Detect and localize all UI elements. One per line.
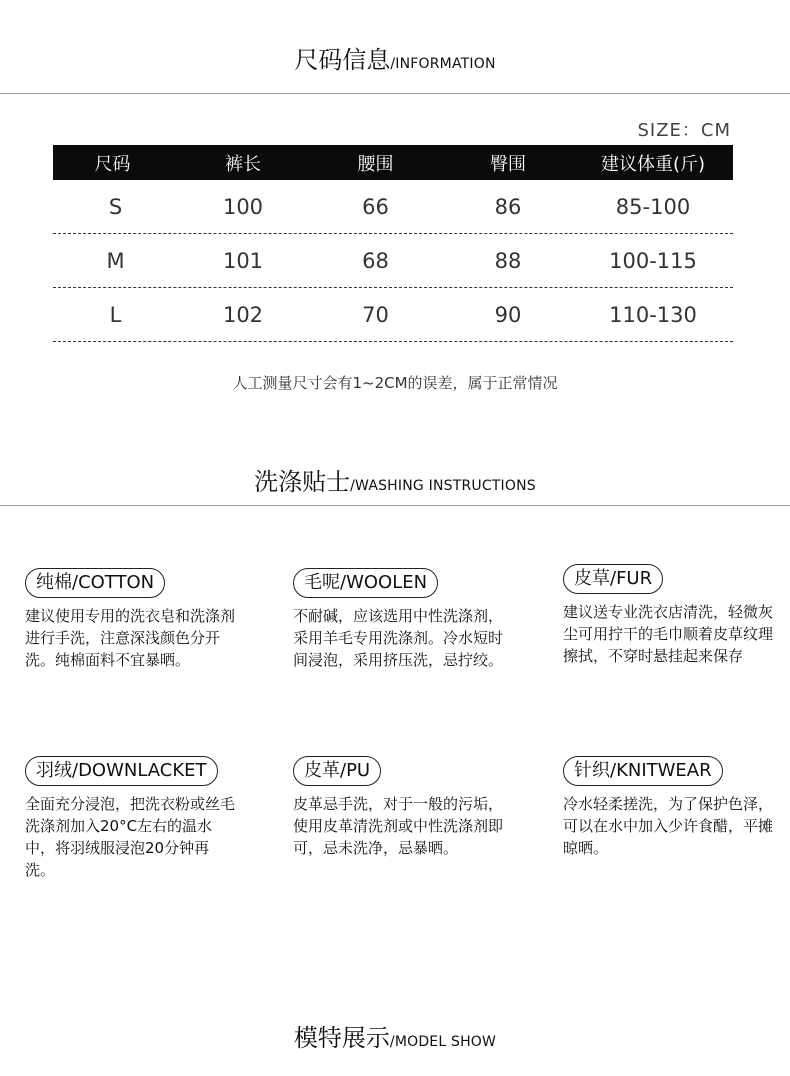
size-table xyxy=(53,145,733,342)
cell-size: L xyxy=(109,302,122,327)
washing-divider xyxy=(0,505,790,506)
header-waist: 腰围 xyxy=(357,153,394,175)
header-hip: 臀围 xyxy=(490,153,526,175)
model-show-title-en: /MODEL SHOW xyxy=(389,1034,497,1050)
header-length: 裤长 xyxy=(225,153,261,175)
size-table-header xyxy=(53,145,733,180)
care-item-cotton xyxy=(25,568,255,671)
table-row xyxy=(53,180,733,234)
table-row xyxy=(53,234,733,288)
cell-size: S xyxy=(108,194,123,219)
care-label: 毛呢/WOOLEN xyxy=(293,568,438,598)
washing-title-en: /WASHING INSTRUCTIONS xyxy=(350,478,536,494)
table-row xyxy=(53,288,733,342)
cell-weight: 110-130 xyxy=(609,302,697,327)
cell-hip: 90 xyxy=(494,302,522,327)
care-description: 建议使用专用的洗衣皂和洗涤剂进行手洗，注意深浅颜色分开洗。纯棉面料不宜暴晒。 xyxy=(25,607,236,669)
cell-length: 100 xyxy=(222,194,264,219)
cell-waist: 66 xyxy=(362,194,389,219)
washing-title xyxy=(0,462,790,497)
care-item-pu xyxy=(293,756,523,859)
cell-waist: 68 xyxy=(362,248,389,273)
cell-length: 102 xyxy=(222,302,264,327)
size-unit-label: SIZE：CM xyxy=(637,120,731,141)
care-label: 皮革/PU xyxy=(293,756,381,786)
cell-weight: 100-115 xyxy=(609,248,697,273)
header-weight: 建议体重(斤) xyxy=(600,153,706,175)
size-info-title-en: /INFORMATION xyxy=(390,56,496,72)
cell-size: M xyxy=(106,248,125,273)
header-size: 尺码 xyxy=(94,153,131,175)
care-description: 建议送专业洗衣店清洗，轻微灰尘可用拧干的毛巾顺着皮草纹理擦拭，不穿时悬挂起来保存 xyxy=(563,603,774,665)
care-item-woolen xyxy=(293,568,523,671)
size-info-divider xyxy=(0,93,790,94)
cell-waist: 70 xyxy=(362,302,389,327)
care-description: 冷水轻柔搓洗，为了保护色泽，可以在水中加入少许食醋，平摊晾晒。 xyxy=(563,795,774,857)
size-info-title xyxy=(0,40,790,75)
care-label: 皮草/FUR xyxy=(563,564,663,594)
care-item-knitwear xyxy=(563,756,790,859)
cell-length: 101 xyxy=(222,248,264,273)
care-description: 不耐碱，应该选用中性洗涤剂，采用羊毛专用洗涤剂。冷水短时间浸泡，采用挤压洗，忌拧绞。 xyxy=(293,607,504,669)
model-show-title-zh: 模特展示 xyxy=(293,1024,390,1052)
care-label: 针织/KNITWEAR xyxy=(563,756,723,786)
care-label: 纯棉/COTTON xyxy=(25,568,165,598)
cell-weight: 85-100 xyxy=(615,194,691,219)
care-item-down xyxy=(25,756,255,881)
care-item-fur xyxy=(563,564,790,667)
model-show-title xyxy=(0,1018,790,1053)
care-label: 羽绒/DOWNLACKET xyxy=(25,756,218,786)
care-description: 皮革忌手洗，对于一般的污垢，使用皮革清洗剂或中性洗涤剂即可，忌未洗净，忌暴晒。 xyxy=(293,795,504,857)
cell-hip: 86 xyxy=(494,194,522,219)
cell-hip: 88 xyxy=(494,248,522,273)
care-description: 全面充分浸泡，把洗衣粉或丝毛洗涤剂加入20°C左右的温水中，将羽绒服浸泡20分钟再洗。 xyxy=(25,795,236,879)
washing-title-zh: 洗涤贴士 xyxy=(254,468,351,496)
size-info-title-zh: 尺码信息 xyxy=(294,46,391,74)
size-measurement-note: 人工测量尺寸会有1~2CM的误差，属于正常情况 xyxy=(232,374,558,392)
